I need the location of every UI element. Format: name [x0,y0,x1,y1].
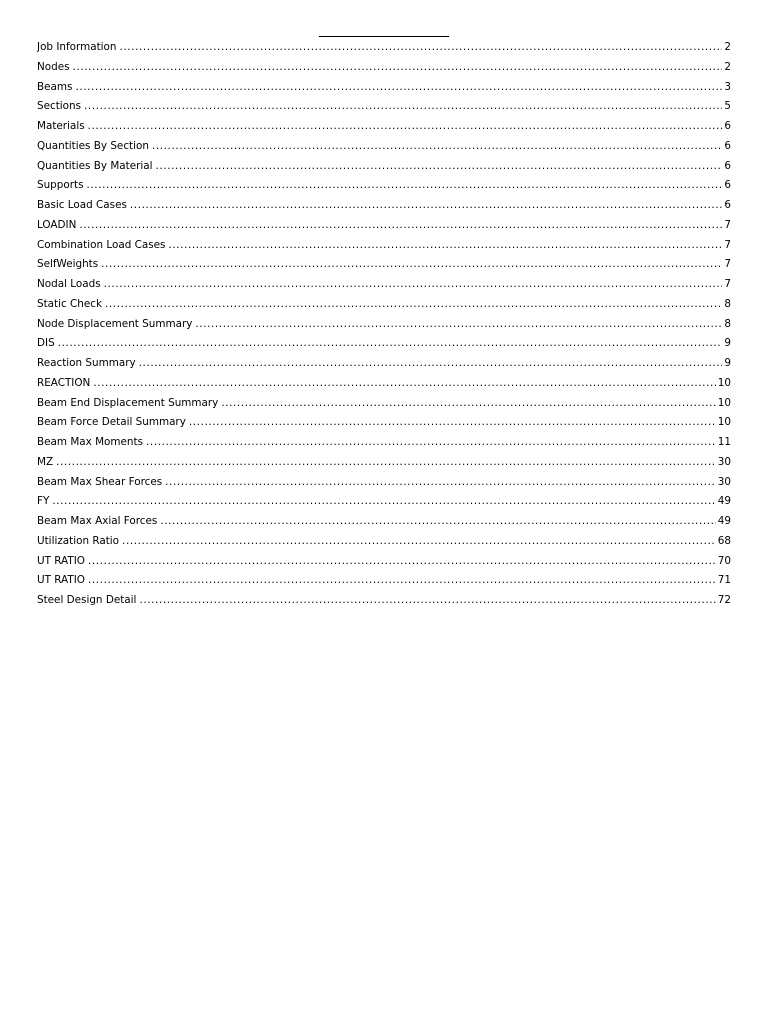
toc-dot-leader [160,512,715,532]
toc-entry-title: Node Displacement Summary [37,317,193,330]
toc-entry-page-number: 7 [724,278,731,290]
toc-entry[interactable] [37,492,731,512]
toc-dot-leader [56,453,716,473]
toc-entry-page-number: 70 [717,554,731,567]
toc-dot-leader [52,492,715,512]
toc-entry-page-number: 68 [717,534,731,547]
toc-entry-title: Materials [37,120,85,132]
toc-entry[interactable] [37,255,731,275]
toc-dot-leader [88,571,716,591]
toc-entry-title: Quantities By Section [37,139,149,152]
toc-entry[interactable] [37,334,731,354]
toc-entry[interactable] [37,176,731,196]
toc-entry-page-number: 49 [717,495,731,508]
toc-dot-leader [146,433,716,453]
toc-entry-page-number: 49 [717,515,731,527]
toc-dot-leader [165,473,716,493]
toc-entry-title: Sections [37,100,82,113]
toc-entry[interactable] [37,58,731,78]
toc-entry-title: MZ [37,455,54,468]
toc-entry-page-number: 30 [717,455,731,468]
toc-entry-title: Beam Max Axial Forces [37,515,158,527]
toc-entry[interactable] [37,236,731,256]
toc-entry-page-number: 6 [724,179,731,192]
toc-entry[interactable] [37,354,731,374]
toc-entry-page-number: 2 [724,60,731,73]
toc-dot-leader [105,295,722,315]
toc-entry-page-number: 7 [724,258,731,271]
toc-entry-page-number: 2 [724,41,731,53]
toc-entry[interactable] [37,571,731,591]
toc-entry[interactable] [37,117,731,137]
toc-entry-page-number: 11 [717,436,731,448]
toc-entry-title: Beam Force Detail Summary [37,416,186,429]
toc-dot-leader [189,413,716,433]
toc-dot-leader [104,275,723,295]
toc-entry-title: Steel Design Detail [37,594,137,606]
toc-entry[interactable] [37,433,731,453]
toc-entry[interactable] [37,394,731,414]
toc-entry-page-number: 9 [724,357,731,369]
toc-dot-leader [88,117,723,137]
toc-entry[interactable] [37,374,731,394]
toc-entry-title: Static Check [37,297,102,310]
toc-entry-page-number: 6 [724,159,731,172]
toc-entry-title: Job Information [37,41,117,53]
toc-entry-title: FY [37,495,50,508]
toc-entry[interactable] [37,473,731,493]
toc-entry-title: Basic Load Cases [37,199,127,211]
toc-dot-leader [79,216,722,236]
toc-entry-page-number: 72 [717,594,731,606]
toc-entry-page-number: 6 [724,120,731,132]
toc-entry-title: Beam Max Moments [37,436,144,448]
toc-entry[interactable] [37,78,731,98]
toc-entry[interactable] [37,453,731,473]
toc-entry-page-number: 9 [724,337,731,350]
toc-entry-title: Quantities By Material [37,159,153,172]
toc-dot-leader [122,532,716,552]
toc-entry-title: Utilization Ratio [37,534,120,547]
toc-entry[interactable] [37,295,731,315]
toc-entry-page-number: 7 [724,218,731,231]
toc-entry-page-number: 6 [724,199,731,211]
toc-entry[interactable] [37,413,731,433]
toc-entry-page-number: 7 [724,238,731,251]
toc-entry[interactable] [37,532,731,552]
toc-dot-leader [88,552,716,572]
header-rule [319,36,449,37]
toc-entry-page-number: 5 [724,100,731,113]
toc-dot-leader [119,38,722,58]
toc-entry-page-number: 8 [724,297,731,310]
toc-dot-leader [93,374,715,394]
toc-entry-page-number: 30 [717,475,731,488]
toc-dot-leader [139,591,715,611]
toc-entry-title: REACTION [37,376,91,389]
toc-entry-title: Nodal Loads [37,278,101,290]
toc-entry[interactable] [37,275,731,295]
toc-entry[interactable] [37,157,731,177]
toc-entry-page-number: 71 [717,574,731,587]
toc-dot-leader [139,354,723,374]
toc-entry-title: LOADIN [37,218,77,231]
toc-entry-title: UT RATIO [37,574,85,587]
toc-entry[interactable] [37,315,731,335]
toc-entry-title: Reaction Summary [37,357,136,369]
toc-dot-leader [84,97,722,117]
toc-entry[interactable] [37,38,731,58]
toc-entry[interactable] [37,137,731,157]
toc-entry-page-number: 10 [717,376,731,389]
toc-entry-page-number: 6 [724,139,731,152]
toc-dot-leader [58,334,723,354]
toc-dot-leader [101,255,722,275]
toc-entry-page-number: 10 [717,396,731,409]
toc-dot-leader [130,196,722,216]
toc-entry-title: UT RATIO [37,554,85,567]
toc-entry[interactable] [37,512,731,532]
toc-entry-page-number: 3 [724,80,731,93]
toc-entry-title: SelfWeights [37,258,99,271]
toc-entry[interactable] [37,552,731,572]
toc-entry-title: Beam End Displacement Summary [37,396,219,409]
toc-entry-title: Supports [37,179,84,192]
toc-entry[interactable] [37,216,731,236]
toc-entry-title: Combination Load Cases [37,238,166,251]
toc-entry-title: Beam Max Shear Forces [37,475,163,488]
toc-dot-leader [75,78,722,98]
toc-entry[interactable] [37,97,731,117]
toc-dot-leader [195,315,722,335]
toc-entry-title: Nodes [37,60,70,73]
toc-entry[interactable] [37,196,731,216]
toc-entry-page-number: 10 [717,416,731,429]
toc-entry[interactable] [37,591,731,611]
toc-dot-leader [73,58,723,78]
toc-entry-title: Beams [37,80,73,93]
toc-dot-leader [221,394,715,414]
toc-dot-leader [87,176,723,196]
toc-dot-leader [156,157,723,177]
toc-dot-leader [152,137,722,157]
toc-entry-page-number: 8 [724,317,731,330]
table-of-contents [37,38,731,611]
toc-entry-title: DIS [37,337,55,350]
toc-dot-leader [168,236,722,256]
